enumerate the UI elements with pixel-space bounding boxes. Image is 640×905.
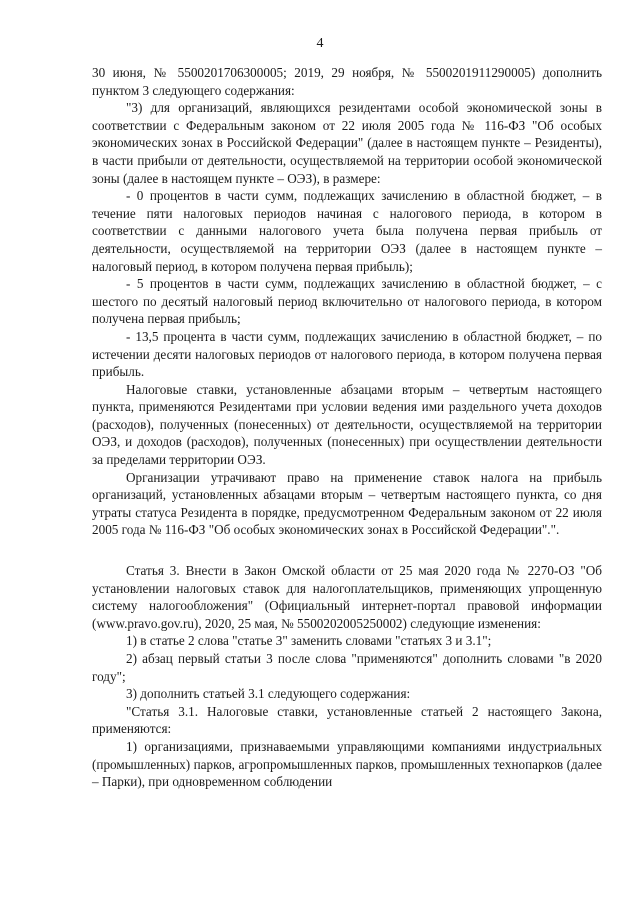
section-gap: [92, 539, 602, 562]
paragraph-loss-of-right: Организации утрачивают право на применение ставок налога на прибыль организаций, установленных абзацами вторым – четвертым настоящего пункта, со дня утраты статуса Резидента в порядке, предусмотренном Федеральным законом от 22 июля 2005 года № 116-ФЗ "Об особых экономических зонах в Российской Федерации".".: [92, 469, 602, 538]
paragraph-rate-0: - 0 процентов в части сумм, подлежащих зачислению в областной бюджет, – в течение пяти налоговых периодов начиная с налогового периода, в котором в соответствии с данными налогового учета была получена первая прибыль от деятельности, осуществляемой на территории ОЭЗ (далее в настоящем пункте – налоговый период, в котором получена первая прибыль);: [92, 188, 602, 274]
paragraph-change-3: 3) дополнить статьей 3.1 следующего содержания:: [126, 686, 411, 702]
paragraph-intro: 30 июня, № 5500201706300005; 2019, 29 ноября, № 5500201911290005) дополнить пунктом 3 следующего содержания:: [92, 65, 602, 98]
paragraph-point-3: "3) для организаций, являющихся резидентами особой экономической зоны в соответствии с Федеральным законом от 22 июля 2005 года № 116-ФЗ "Об особых экономических зонах в Российской Федерации" (далее в настоящем пункте – Резиденты), в части прибыли от деятельности, осуществляемой на территории особой экономической зоны (далее в настоящем пункте – ОЭЗ), в размере:: [92, 100, 602, 186]
paragraph-rate-13-5: - 13,5 процента в части сумм, подлежащих зачислению в областной бюджет, – по истечении десяти налоговых периодов от налогового периода, в котором получена первая прибыль.: [92, 328, 602, 380]
document-body: [92, 64, 602, 791]
paragraph-change-2: 2) абзац первый статьи 3 после слова "применяются" дополнить словами "в 2020 году";: [92, 651, 602, 684]
page-number: 4: [316, 36, 324, 51]
paragraph-article-3-1-item-1: 1) организациями, признаваемыми управляющими компаниями индустриальных (промышленных) парков, агропромышленных парков, промышленных технопарков (далее – Парки), при одновременном соблюдении: [92, 738, 602, 790]
paragraph-article-3-1: "Статья 3.1. Налоговые ставки, установленные статьей 2 настоящего Закона, применяются:: [92, 703, 602, 737]
paragraph-article-3: Статья 3. Внести в Закон Омской области от 25 мая 2020 года № 2270-ОЗ "Об установлении налоговых ставок для налогоплательщиков, применяющих упрощенную систему налогообложения" (Официальный интернет-портал правовой информации (www.pravo.gov.ru), 2020, 25 мая, № 5500202005250002) следующие изменения:: [92, 563, 602, 631]
paragraph-change-1: 1) в статье 2 слова "статье 3" заменить словами "статьях 3 и 3.1";: [126, 633, 492, 649]
paragraph-rate-5: - 5 процентов в части сумм, подлежащих зачислению в областной бюджет, – с шестого по десятый налоговый период включительно от налогового периода, в котором получена первая прибыль;: [92, 276, 602, 327]
paragraph-separate-accounting: Налоговые ставки, установленные абзацами вторым – четвертым настоящего пункта, применяются Резидентами при условии ведения ими раздельного учета доходов (расходов), полученных (понесенных) от деятельности, осуществляемой на территории ОЭЗ, и доходов (расходов), полученных (понесенных) при осуществлении деятельности за пределами территории ОЭЗ.: [92, 381, 602, 468]
